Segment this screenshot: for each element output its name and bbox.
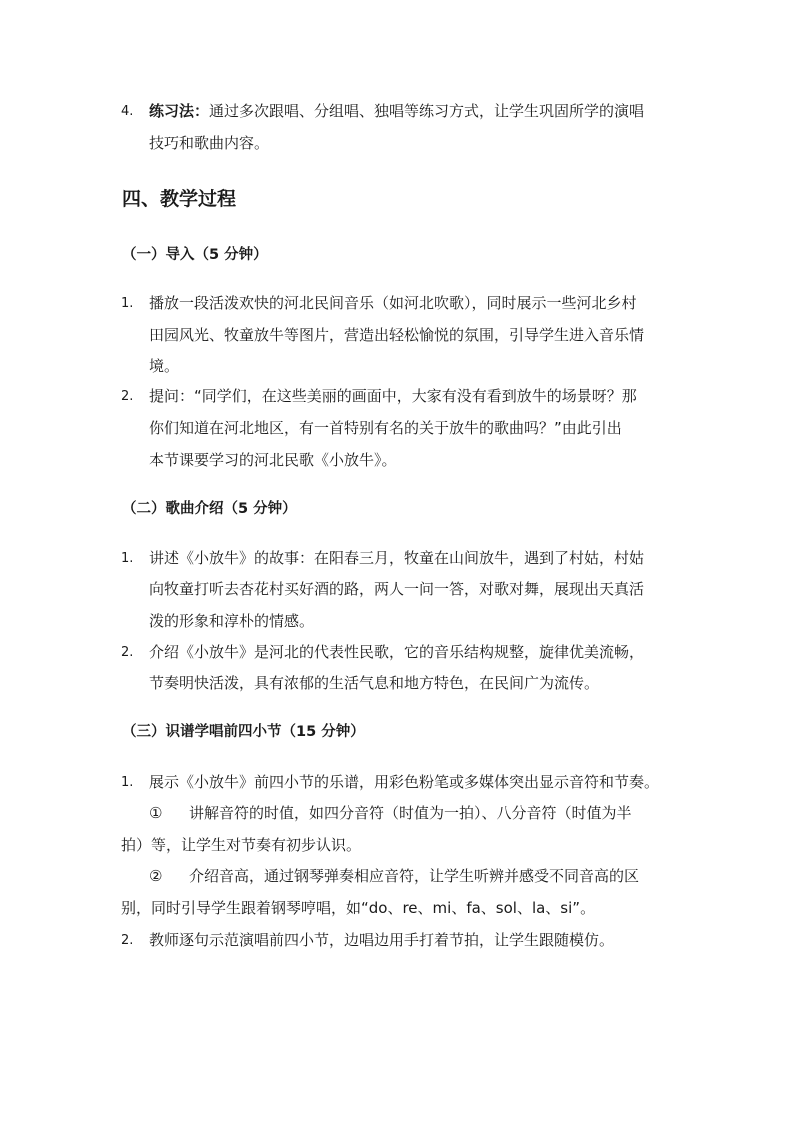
list-item-text: 播放一段活泼欢快的河北民间音乐（如河北吹歌），同时展示一些河北乡村 — [149, 294, 637, 312]
section-title: 四、教学过程 — [122, 188, 237, 210]
list-item-text: 展示《小放牛》前四小节的乐谱，用彩色粉笔或多媒体突出显示音符和节奏。 — [149, 773, 660, 791]
list-item-text: 介绍《小放牛》是河北的代表性民歌，它的音乐结构规整，旋律优美流畅， — [149, 643, 645, 661]
list-item-text: 本节课要学习的河北民歌《小放牛》。 — [149, 451, 397, 469]
list-item-text — [149, 101, 644, 121]
list-number: 1. — [121, 551, 134, 566]
subsection-title: （三）识谱学唱前四小节（15 分钟） — [122, 724, 365, 740]
list-item-text: 向牧童打听去杏花村买好酒的路，两人一问一答，对歌对舞，展现出天真活 — [149, 580, 645, 598]
sub-item-text: 拍）等，让学生对节奏有初步认识。 — [121, 836, 362, 854]
list-item-text: 节奏明快活泼，具有浓郁的生活气息和地方特色，在民间广为流传。 — [149, 674, 600, 692]
subsection-title: （二）歌曲介绍（5 分钟） — [122, 501, 297, 517]
list-item-text: 境。 — [149, 357, 180, 375]
circled-number-1: ① — [149, 804, 163, 822]
list-item-text: 教师逐句示范演唱前四小节，边唱边用手打着节拍，让学生跟随模仿。 — [149, 931, 615, 949]
list-item-text: 提问：“同学们，在这些美丽的画面中，大家有没有看到放牛的场景呀？那 — [149, 387, 637, 405]
list-number: 4. — [121, 104, 134, 119]
method-label: 练习法： — [149, 102, 210, 120]
list-number: 1. — [121, 775, 134, 790]
list-item-text: 田园风光、牧童放牛等图片，营造出轻松愉悦的氛围，引导学生进入音乐情 — [149, 326, 645, 344]
sub-item-text: ① 讲解音符的时值，如四分音符（时值为一拍）、八分音符（时值为半 — [149, 804, 632, 822]
subsection-title: （一）导入（5 分钟） — [122, 247, 268, 263]
list-number: 2. — [121, 933, 134, 948]
list-number: 2. — [121, 389, 134, 404]
method-text: 通过多次跟唱、分组唱、独唱等练习方式，让学生巩固所学的演唱 — [209, 102, 645, 120]
list-item-text: 你们知道在河北地区，有一首特别有名的关于放牛的歌曲吗？”由此引出 — [149, 419, 622, 437]
list-item-text: 讲述《小放牛》的故事：在阳春三月，牧童在山间放牛，遇到了村姑，村姑 — [149, 549, 645, 567]
sub-item-text: ② 介绍音高，通过钢琴弹奏相应音符，让学生听辨并感受不同音高的区 — [149, 867, 640, 885]
list-number: 1. — [121, 296, 134, 311]
list-item-text: 泼的形象和淳朴的情感。 — [149, 612, 315, 630]
list-number: 2. — [121, 645, 134, 660]
list-item-text: 技巧和歌曲内容。 — [149, 134, 270, 152]
sub-item-text: 别，同时引导学生跟着钢琴哼唱，如“do、re、mi、fa、sol、la、si”。 — [121, 899, 596, 917]
circled-number-2: ② — [149, 867, 163, 885]
